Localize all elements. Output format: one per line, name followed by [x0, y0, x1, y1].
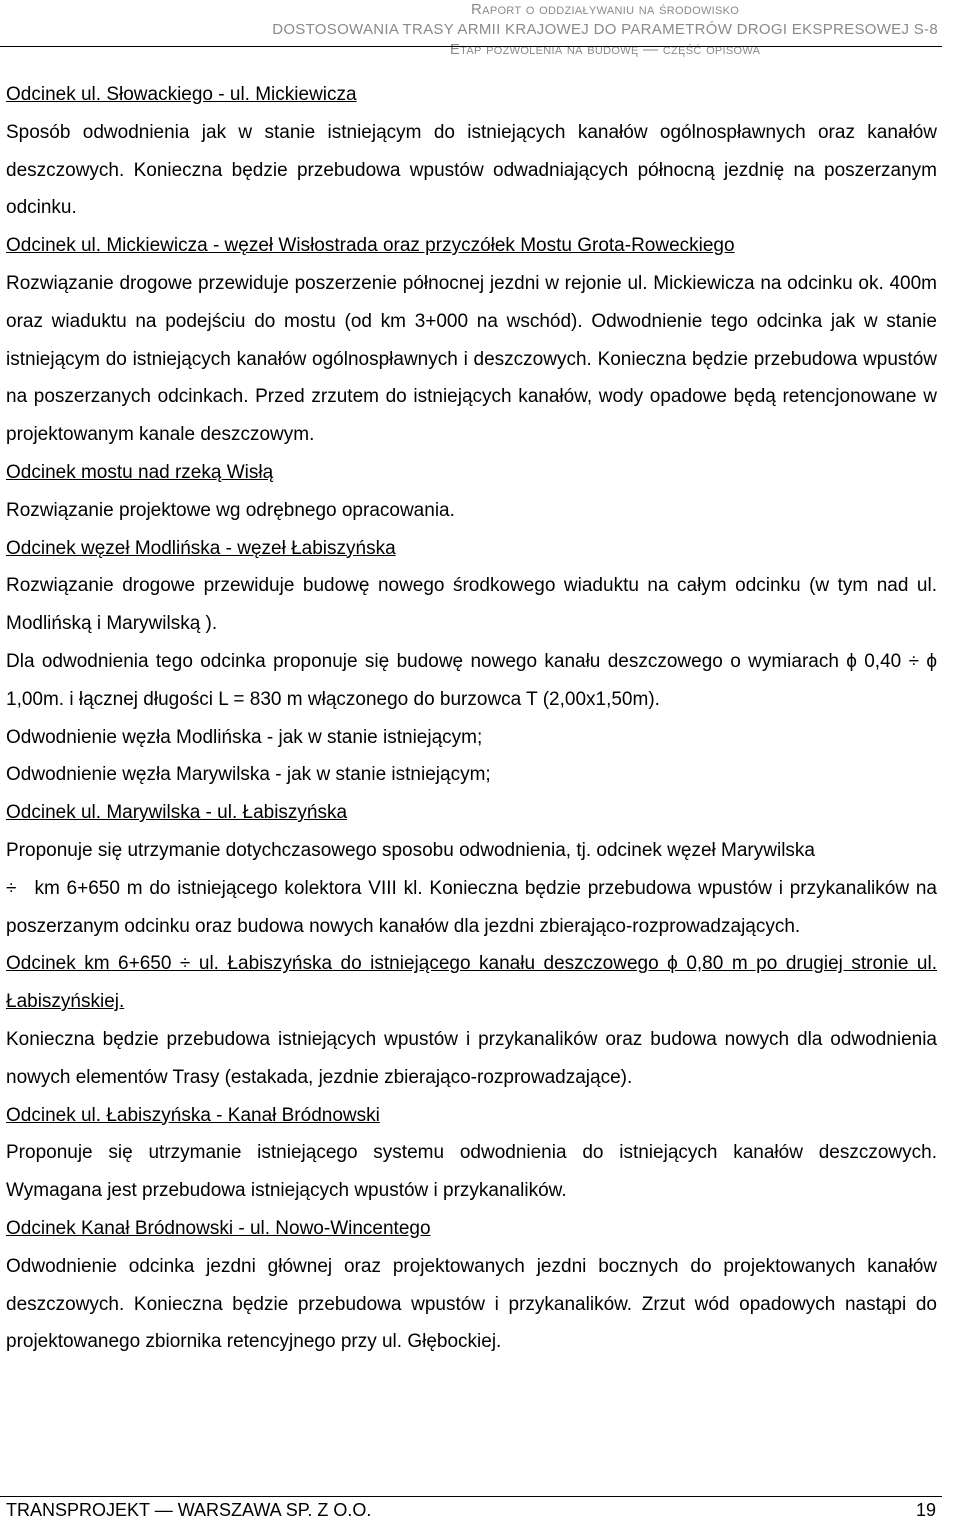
section-text-marywilska-1: Proponuje się utrzymanie dotychczasowego sposobu odwodnienia, tj. odcinek węzeł Marywilska	[6, 839, 815, 861]
document-body	[6, 76, 937, 1361]
section-heading-brodnowski: Odcinek Kanał Bródnowski - ul. Nowo-Wincentego	[6, 1217, 431, 1239]
header-line-1: Raport o oddziaływaniu na środowisko	[471, 1, 740, 18]
section-heading-modlinska: Odcinek węzeł Modlińska - węzeł Łabiszyńska	[6, 537, 396, 559]
header-line-3: Etap pozwolenia na budowę — część opisowa	[449, 41, 761, 58]
header-rule	[0, 46, 942, 47]
header-line-2: DOSTOSOWANIA TRASY ARMII KRAJOWEJ DO PARAMETRÓW DROGI EKSPRESOWEJ S-8	[272, 21, 938, 38]
running-header	[272, 0, 938, 60]
section-heading-km-6650: Odcinek km 6+650 ÷ ul. Łabiszyńska do istniejącego kanału deszczowego ϕ 0,80 m po drugiej stronie ul. Łabiszyńskiej.	[6, 953, 937, 1013]
section-text-slowackiego: Sposób odwodnienia jak w stanie istniejącym do istniejących kanałów ogólnospławnych oraz kanałów deszczowych. Konieczna będzie przebudowa wpustów odwadniających północną jezdnię na poszerzanym odcinku.	[6, 121, 937, 219]
section-heading-slowackiego: Odcinek ul. Słowackiego - ul. Mickiewicza	[6, 84, 357, 105]
section-heading-most-wisla: Odcinek mostu nad rzeką Wisłą	[6, 461, 274, 483]
range-symbol: ÷	[6, 877, 17, 899]
section-heading-marywilska: Odcinek ul. Marywilska - ul. Łabiszyńska	[6, 802, 348, 824]
section-text-marywilska-2-body: km 6+650 m do istniejącego kolektora VIII kl. Konieczna będzie przebudowa wpustów i przykanalików na poszerzanym odcinku oraz budowa nowych kanałów dla jezdni zbierająco-rozprowadzających.	[6, 877, 937, 937]
section-text-brodnowski: Odwodnienie odcinka jezdni głównej oraz projektowanych jezdni bocznych do projektowanych kanałów deszczowych. Konieczna będzie przebudowa wpustów i przykanalików. Zrzut wód opadowych nastąpi do projektowanego zbiornika retencyjnego przy ul. Głębockiej.	[6, 1255, 937, 1353]
footer-company: TRANSPROJEKT — WARSZAWA SP. Z O.O.	[6, 1500, 372, 1520]
section-text-modlinska-2: Dla odwodnienia tego odcinka proponuje się budowę nowego kanału deszczowego o wymiarach ϕ 0,40 ÷ ϕ 1,00m. i łącznej długości L = 830 m włączonego do burzowca T (2,00x1,50m).	[6, 650, 937, 710]
section-text-modlinska-3: Odwodnienie węzła Modlińska - jak w stanie istniejącym;	[6, 726, 483, 748]
page-number: 19	[915, 1500, 936, 1520]
section-text-labiszynska: Proponuje się utrzymanie istniejącego systemu odwodnienia do istniejących kanałów deszczowych. Wymagana jest przebudowa istniejących wpustów i przykanalików.	[6, 1142, 937, 1202]
section-text-modlinska-4: Odwodnienie węzła Marywilska - jak w stanie istniejącym;	[6, 764, 491, 786]
section-heading-labiszynska: Odcinek ul. Łabiszyńska - Kanał Bródnowski	[6, 1104, 380, 1126]
footer-rule	[0, 1496, 942, 1497]
section-text-km-6650: Konieczna będzie przebudowa istniejących wpustów i przykanalików oraz budowa nowych dla odwodnienia nowych elementów Trasy (estakada, jezdnie zbierająco-rozprowadzające).	[6, 1028, 937, 1088]
section-heading-mickiewicza: Odcinek ul. Mickiewicza - węzeł Wisłostrada oraz przyczółek Mostu Grota-Roweckiego	[6, 235, 735, 257]
section-text-modlinska-1: Rozwiązanie drogowe przewiduje budowę nowego środkowego wiaduktu na całym odcinku (w tym nad ul. Modlińską i Marywilską ).	[6, 575, 937, 635]
section-text-mickiewicza: Rozwiązanie drogowe przewiduje poszerzenie północnej jezdni w rejonie ul. Mickiewicza na odcinku ok. 400m oraz wiaduktu na podejściu do mostu (od km 3+000 na wschód). Odwodnienie tego odcinka jak w stanie istniejącym do istniejących kanałów ogólnospławnych i deszczowych. Konieczna będzie przebudowa wpustów na poszerzanych odcinkach. Przed zrzutem do istniejących kanałów, wody opadowe będą retencjonowane w projektowanym kanale deszczowym.	[6, 272, 937, 446]
section-text-most-wisla: Rozwiązanie projektowe wg odrębnego opracowania.	[6, 499, 455, 521]
section-text-marywilska-2	[6, 870, 937, 946]
